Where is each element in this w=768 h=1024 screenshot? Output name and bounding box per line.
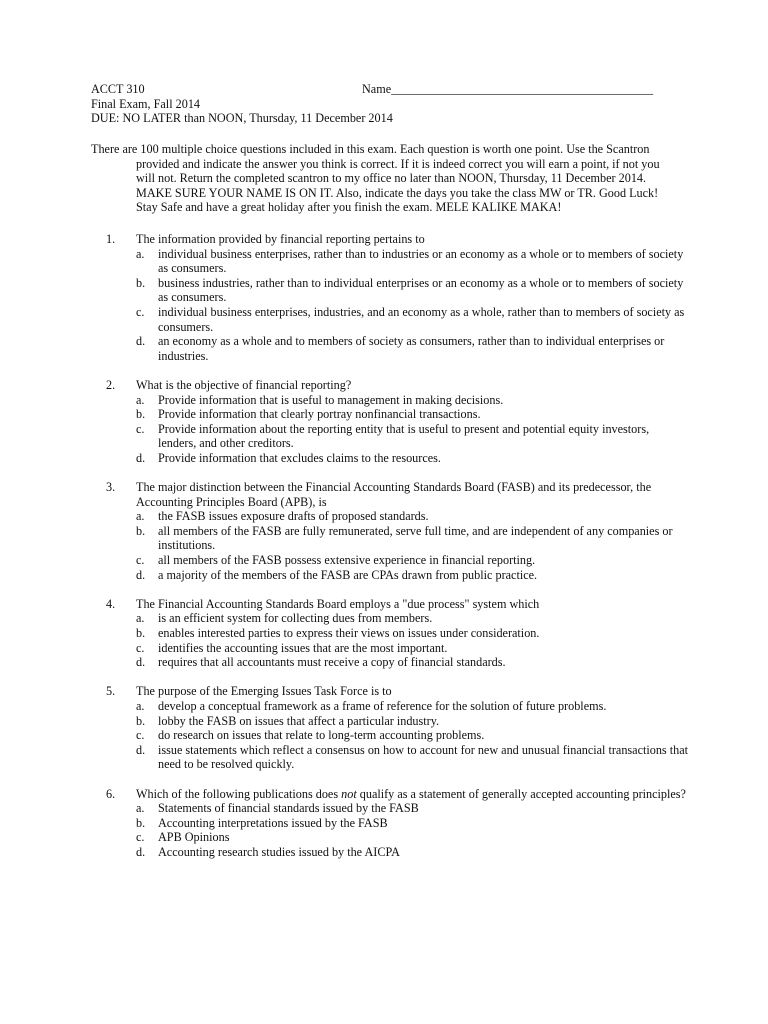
option-text: Accounting interpretations issued by the FASB [158, 815, 388, 830]
name-field: Name___________________________________________ [362, 82, 654, 96]
emphasized-word: not [341, 786, 357, 801]
option-b [136, 816, 688, 831]
option-letter: b. [136, 523, 146, 538]
question-text: The information provided by financial reporting pertains to [136, 232, 425, 246]
option-letter: c. [136, 728, 145, 743]
question-text-end: qualify as a statement of generally accepted accounting principles? [356, 786, 686, 801]
option-text: enables interested parties to express their views on issues under consideration. [158, 626, 540, 641]
option-letter: d. [136, 844, 146, 859]
option-text: lobby the FASB on issues that affect a particular industry. [158, 713, 440, 728]
option-d [136, 743, 688, 772]
option-text: requires that all accountants must receive a copy of financial standards. [158, 655, 506, 670]
option-letter: b. [136, 275, 146, 290]
option-a [136, 699, 688, 714]
instructions-line: MAKE SURE YOUR NAME IS ON IT. Also, indicate the days you take the class MW or TR. Good Luck! [136, 185, 659, 200]
question-list [0, 232, 768, 874]
instructions-line: provided and indicate the answer you think is correct. If it is indeed correct you will earn a point, if not you [136, 156, 660, 171]
option-a [136, 393, 688, 408]
option-text: an economy as a whole and to members of society as consumers, rather than to individual enterprises or industries. [158, 334, 665, 363]
option-text: Provide information that excludes claims to the resources. [158, 450, 441, 465]
option-c [136, 728, 688, 743]
option-letter: d. [136, 655, 146, 670]
instructions [91, 142, 681, 215]
question-4 [0, 597, 768, 670]
option-text: Provide information that is useful to management in making decisions. [158, 392, 504, 407]
option-b [136, 714, 688, 729]
option-letter: d. [136, 334, 146, 349]
question-number: 1. [106, 232, 116, 246]
option-a [136, 801, 688, 816]
question-text [136, 787, 686, 802]
option-text: all members of the FASB possess extensive experience in financial reporting. [158, 553, 536, 568]
option-text: business industries, rather than to individual enterprises or an economy as a whole or to members of society as consumers. [158, 275, 684, 305]
option-text: APB Opinions [158, 830, 230, 845]
option-text: individual business enterprises, industries, and an economy as a whole, rather than to members of society as consumers. [158, 304, 685, 334]
option-a [136, 611, 688, 626]
course-code: ACCT 310 [91, 82, 145, 96]
question-number: 2. [106, 377, 116, 392]
option-text: the FASB issues exposure drafts of proposed standards. [158, 509, 429, 524]
option-text: do research on issues that relate to long-term accounting problems. [158, 728, 485, 743]
option-letter: b. [136, 626, 146, 641]
option-text: identifies the accounting issues that are the most important. [158, 640, 448, 655]
option-text: Statements of financial standards issued by the FASB [158, 801, 419, 816]
option-text: individual business enterprises, rather than to industries or an economy as a whole or to members of society as consumers. [158, 246, 684, 276]
option-letter: d. [136, 567, 146, 582]
option-c [136, 305, 688, 334]
option-text: develop a conceptual framework as a frame of reference for the solution of future problems. [158, 699, 607, 713]
option-text: a majority of the members of the FASB are CPAs drawn from public practice. [158, 567, 538, 582]
question-text: The purpose of the Emerging Issues Task Force is to [136, 684, 392, 699]
instructions-line: will not. Return the completed scantron to my office no later than NOON, Thursday, 11 December 2014. [136, 171, 647, 186]
question-text: The Financial Accounting Standards Board employs a "due process" system which [136, 596, 540, 611]
exam-title: Final Exam, Fall 2014 [91, 96, 201, 111]
option-d [136, 451, 688, 466]
option-b [136, 407, 688, 422]
option-b [136, 524, 688, 553]
option-letter: b. [136, 407, 146, 422]
question-number: 6. [106, 786, 116, 801]
option-letter: c. [136, 830, 145, 845]
question-3 [0, 480, 768, 582]
option-d [136, 334, 688, 363]
due-date: DUE: NO LATER than NOON, Thursday, 11 December 2014 [91, 111, 393, 126]
option-text: all members of the FASB are fully remunerated, serve full time, and are independent of any companies or institutions. [158, 523, 673, 553]
option-text: is an efficient system for collecting dues from members. [158, 611, 433, 626]
question-1 [0, 232, 768, 363]
option-a [136, 247, 688, 276]
exam-header [91, 82, 393, 126]
question-number: 3. [106, 480, 116, 495]
option-d [136, 568, 688, 583]
question-2 [0, 378, 768, 466]
option-b [136, 626, 688, 641]
instructions-line: Stay Safe and have a great holiday after you finish the exam. MELE KALIKE MAKA! [136, 200, 562, 215]
option-letter: a. [136, 611, 145, 626]
option-letter: c. [136, 304, 145, 319]
option-letter: b. [136, 713, 146, 728]
option-text: Provide information that clearly portray nonfinancial transactions. [158, 407, 481, 422]
option-d [136, 845, 688, 860]
option-letter: a. [136, 509, 145, 524]
option-letter: a. [136, 699, 145, 713]
option-letter: b. [136, 815, 146, 830]
question-number: 4. [106, 596, 116, 611]
option-letter: a. [136, 246, 145, 261]
question-text: The major distinction between the Financial Accounting Standards Board (FASB) and its predecessor, the Accounting Principles Board (APB), is [136, 480, 652, 509]
instructions-line: There are 100 multiple choice questions included in this exam. Each question is worth one point. Use the Scantron [91, 142, 650, 156]
option-c [136, 641, 688, 656]
option-letter: d. [136, 742, 146, 757]
question-6 [0, 787, 768, 860]
option-text: Provide information about the reporting entity that is useful to present and potential equity investors, lenders, and other creditors. [158, 421, 650, 451]
question-number: 5. [106, 684, 116, 699]
question-text-start: Which of the following publications does [136, 786, 342, 801]
option-d [136, 655, 688, 670]
option-c [136, 830, 688, 845]
option-text: Accounting research studies issued by the AICPA [158, 844, 400, 859]
question-5 [0, 684, 768, 772]
option-letter: d. [136, 450, 146, 465]
option-letter: c. [136, 640, 145, 655]
question-text: What is the objective of financial reporting? [136, 377, 352, 392]
option-b [136, 276, 688, 305]
option-a [136, 509, 688, 524]
option-letter: c. [136, 421, 145, 436]
option-letter: a. [136, 801, 145, 816]
option-c [136, 422, 688, 451]
option-c [136, 553, 688, 568]
option-letter: a. [136, 392, 145, 407]
option-text: issue statements which reflect a consensus on how to account for new and unusual financial transactions that need to be resolved quickly. [158, 742, 689, 772]
option-letter: c. [136, 553, 145, 568]
